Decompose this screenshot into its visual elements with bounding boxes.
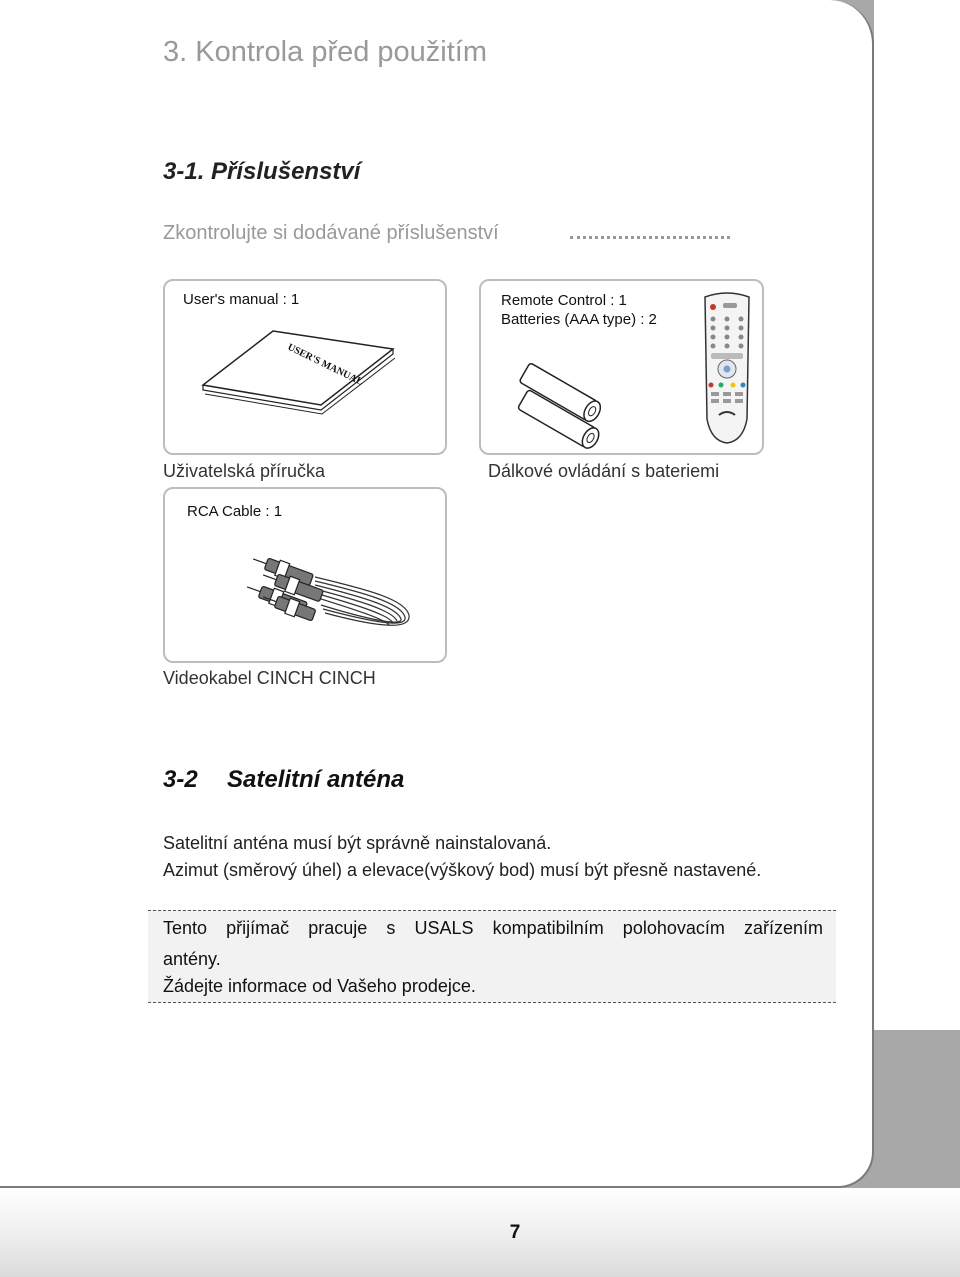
accessories-intro: Zkontrolujte si dodávané příslušenství bbox=[163, 222, 499, 244]
remote-control-icon bbox=[697, 289, 757, 449]
page-number: 7 bbox=[509, 1222, 521, 1243]
note-line2: antény. bbox=[163, 949, 221, 969]
section-title-accessories: 3-1. Příslušenství bbox=[163, 158, 361, 185]
rca-label: RCA Cable : 1 bbox=[187, 503, 283, 520]
section-name: Satelitní anténa bbox=[227, 766, 405, 793]
remote-caption: Dálkové ovládání s bateriemi bbox=[488, 461, 720, 481]
rca-cable-icon bbox=[165, 489, 449, 665]
batteries-label: Batteries (AAA type) : 2 bbox=[501, 311, 657, 328]
remote-box bbox=[479, 279, 764, 455]
intro-dotted-leader bbox=[570, 236, 730, 239]
right-margin-white bbox=[874, 0, 960, 1030]
rca-caption: Videokabel CINCH CINCH bbox=[163, 668, 376, 688]
right-margin-gray-tab bbox=[874, 1030, 960, 1190]
manual-box bbox=[163, 279, 447, 455]
manual-icon bbox=[165, 281, 449, 457]
antenna-paragraph-line1: Satelitní anténa musí být správně nainstalovaná. bbox=[163, 833, 552, 853]
manual-caption: Uživatelská příručka bbox=[163, 461, 326, 481]
chapter-title: 3. Kontrola před použitím bbox=[163, 36, 488, 68]
manual-cover-text: USER'S MANUAL bbox=[285, 341, 365, 388]
remote-label: Remote Control : 1 bbox=[501, 292, 627, 309]
section-title-antenna bbox=[163, 766, 404, 794]
rca-box bbox=[163, 487, 447, 663]
antenna-paragraph-line2: Azimut (směrový úhel) a elevace(výškový bod) musí být přesně nastavené. bbox=[163, 860, 762, 880]
note-line3: Žádejte informace od Vašeho prodejce. bbox=[163, 976, 476, 996]
section-number: 3-2 bbox=[163, 766, 198, 793]
note-line1: Tento přijímač pracuje s USALS kompatibilním polohovacím zařízením bbox=[163, 918, 823, 938]
note-box bbox=[148, 910, 836, 1003]
manual-label: User's manual : 1 bbox=[183, 291, 300, 308]
